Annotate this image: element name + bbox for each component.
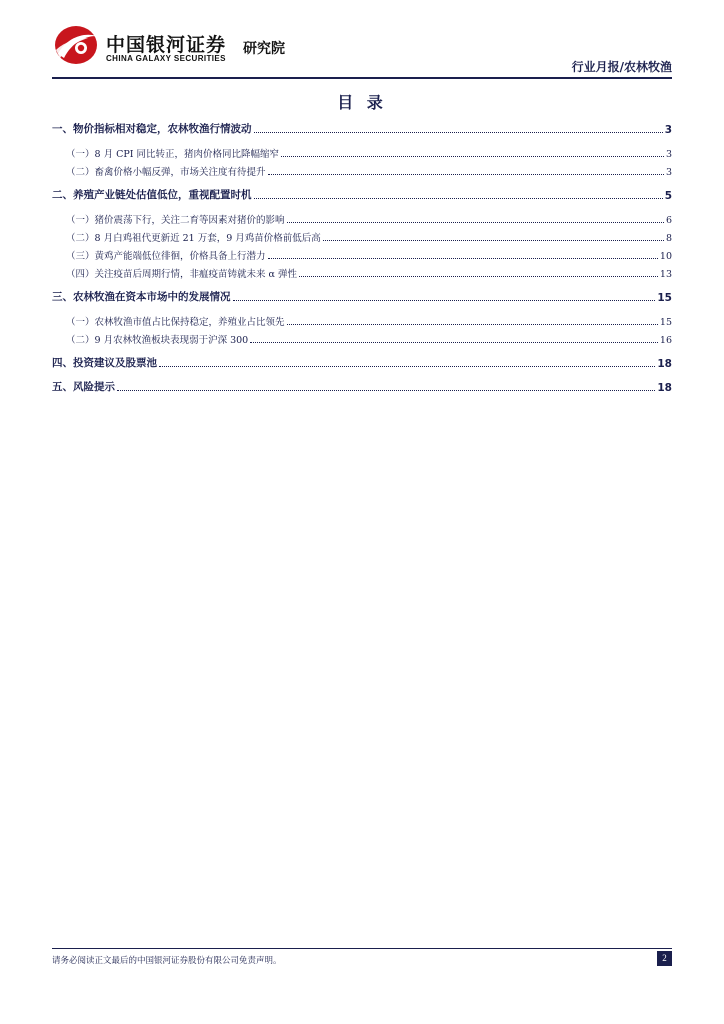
toc-entry-page: 18 xyxy=(657,358,672,370)
toc-entry-text: （四）关注疫苗后周期行情，非瘟疫苗铸就未来 α 弹性 xyxy=(66,269,297,280)
toc-leader-dots xyxy=(117,389,655,391)
toc-entry[interactable] xyxy=(52,210,672,226)
toc-leader-dots xyxy=(233,299,656,301)
toc-entry[interactable] xyxy=(52,246,672,262)
toc-entry-page: 10 xyxy=(659,251,672,262)
header-divider xyxy=(52,77,672,79)
toc-entry[interactable] xyxy=(52,120,672,136)
toc-entry[interactable] xyxy=(52,228,672,244)
toc-entry-text: 二、养殖产业链处估值低位，重视配置时机 xyxy=(52,189,252,201)
toc-leader-dots xyxy=(250,341,658,343)
toc-leader-dots xyxy=(254,197,663,199)
toc-entry-page: 15 xyxy=(657,292,672,304)
toc-entry[interactable] xyxy=(52,186,672,202)
brand-subtitle: 研究院 xyxy=(243,41,285,57)
toc-leader-dots xyxy=(268,173,664,175)
toc-entry-page: 18 xyxy=(657,382,672,394)
toc-entry-page: 13 xyxy=(659,269,672,280)
page-number: 2 xyxy=(657,951,672,966)
toc-entry-text: （一）8 月 CPI 同比转正，猪肉价格同比降幅缩窄 xyxy=(66,149,280,160)
brand-name-cn: 中国银河证券 xyxy=(106,34,227,56)
toc-leader-dots xyxy=(287,323,658,325)
toc-entry-text: （三）黄鸡产能端低位徘徊，价格具备上行潜力 xyxy=(66,251,266,262)
footer-disclaimer: 请务必阅读正文最后的中国银河证券股份有限公司免责声明。 xyxy=(52,956,282,966)
toc-entry[interactable] xyxy=(52,144,672,160)
toc-entry[interactable] xyxy=(52,288,672,304)
toc-entry[interactable] xyxy=(52,330,672,346)
toc-title: 目 录 xyxy=(337,93,387,112)
toc-entry-text: 三、农林牧渔在资本市场中的发展情况 xyxy=(52,291,231,303)
page-header xyxy=(52,24,672,76)
toc-entry[interactable] xyxy=(52,264,672,280)
footer-divider xyxy=(52,948,672,949)
galaxy-logo-icon xyxy=(52,24,98,66)
toc-leader-dots xyxy=(299,275,658,277)
toc-leader-dots xyxy=(281,155,664,157)
toc-leader-dots xyxy=(159,365,655,367)
toc-entry[interactable] xyxy=(52,378,672,394)
toc-entry-page: 3 xyxy=(665,149,672,160)
toc-entry-text: （一）猪价震荡下行，关注二育等因素对猪价的影响 xyxy=(66,215,285,226)
toc-leader-dots xyxy=(268,257,658,259)
brand-name-en: CHINA GALAXY SECURITIES xyxy=(106,54,226,63)
toc-entry-page: 15 xyxy=(659,317,672,328)
toc-entry-page: 3 xyxy=(664,124,672,136)
toc-leader-dots xyxy=(323,239,664,241)
toc-entry-text: 五、风险提示 xyxy=(52,381,115,393)
report-type: 行业月报/农林牧渔 xyxy=(571,60,672,74)
toc-entry-text: （二）9 月农林牧渔板块表现弱于沪深 300 xyxy=(66,335,249,346)
toc-entry[interactable] xyxy=(52,162,672,178)
toc-leader-dots xyxy=(287,221,664,223)
toc-entry-page: 16 xyxy=(659,335,672,346)
toc-entry-text: （一）农林牧渔市值占比保持稳定，养殖业占比领先 xyxy=(66,317,285,328)
toc-entry-page: 6 xyxy=(665,215,672,226)
toc-entry-text: （二）8 月白鸡祖代更新近 21 万套，9 月鸡苗价格前低后高 xyxy=(66,233,321,244)
toc-entry-page: 8 xyxy=(665,233,672,244)
toc-entry-text: 四、投资建议及股票池 xyxy=(52,357,157,369)
toc-entry-page: 3 xyxy=(665,167,672,178)
toc-entry-page: 5 xyxy=(664,190,672,202)
toc-entry-text: （二）畜禽价格小幅反弹，市场关注度有待提升 xyxy=(66,167,266,178)
toc-entry[interactable] xyxy=(52,354,672,370)
toc-entry[interactable] xyxy=(52,312,672,328)
toc-leader-dots xyxy=(254,131,663,133)
toc-entry-text: 一、物价指标相对稳定，农林牧渔行情波动 xyxy=(52,123,252,135)
